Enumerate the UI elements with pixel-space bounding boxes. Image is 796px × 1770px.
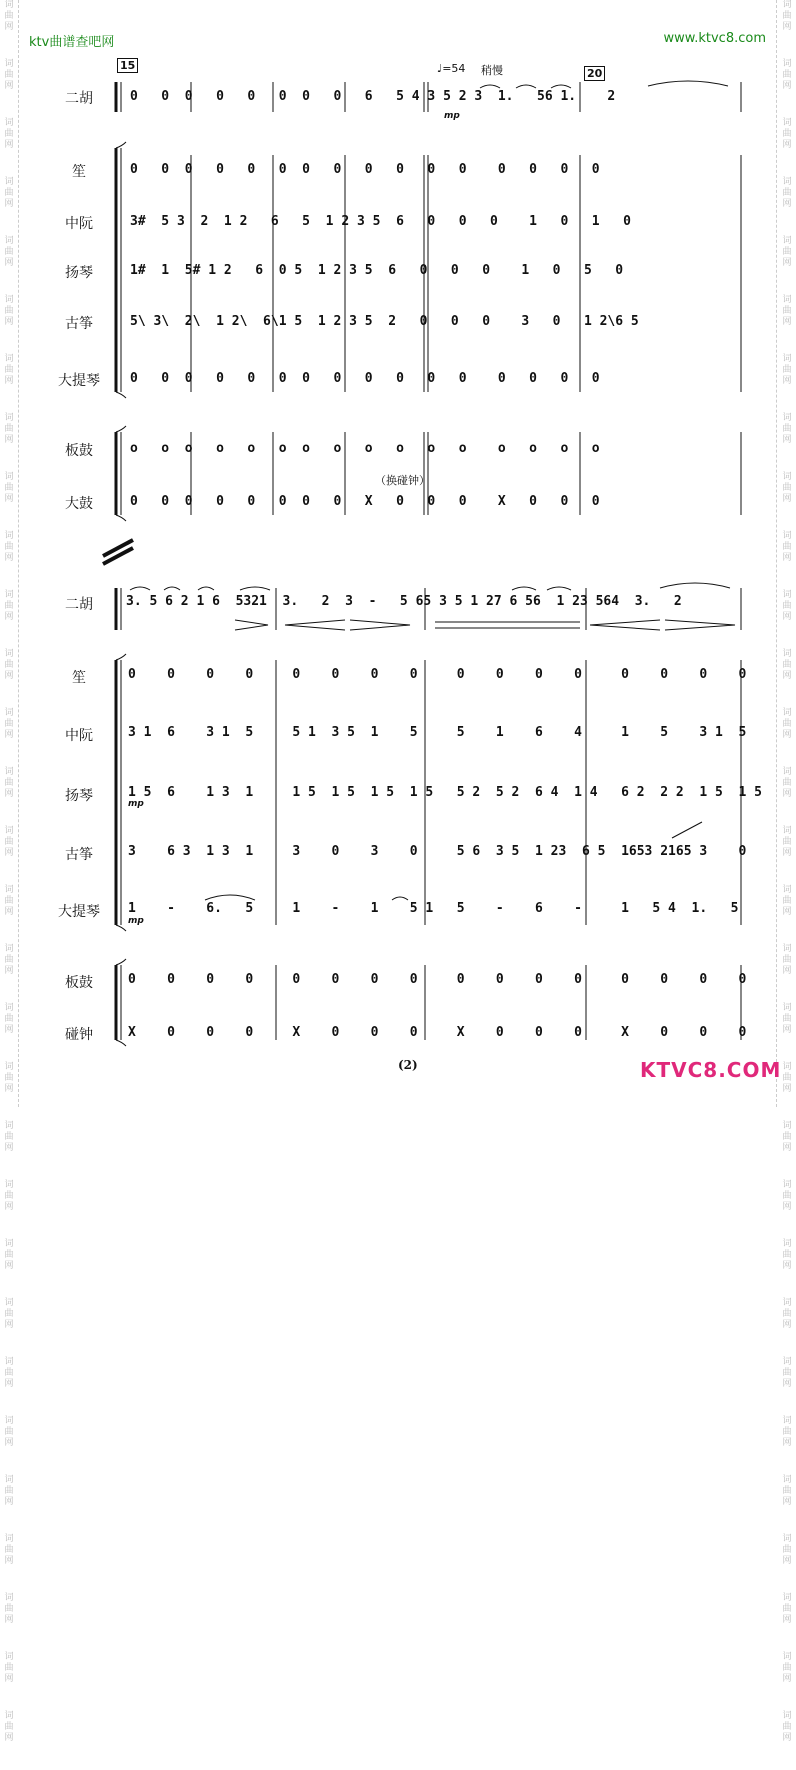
instrument-dagu: 大鼓 bbox=[65, 496, 93, 512]
cello-notes-s2: 1 - 6. 5 1 - 1 5 1 5 - 6 - 1 5 4 1. 5 bbox=[128, 901, 739, 916]
instrument-erhu: 二胡 bbox=[65, 91, 93, 107]
page-number: (2) bbox=[398, 1058, 418, 1072]
instrument-sheng-s2: 笙 bbox=[72, 670, 86, 686]
rehearsal-mark-20: 20 bbox=[584, 66, 605, 81]
zhongruan-notes-s1: 3# 5 3 2 1 2 6 5 1 2 3 5 6 0 0 0 1 0 1 0 bbox=[130, 214, 631, 229]
instrument-erhu-s2: 二胡 bbox=[65, 597, 93, 613]
cue-note: （换碰钟） bbox=[375, 474, 430, 487]
watermark-text-right: 词 曲 网 词 曲 网 词 曲 网 词 曲 网 词 曲 网 词 曲 网 词 曲 网 词 曲 网 词 曲 网 词 曲 网 词 曲 网 词 曲 网 词 曲 网 词 曲 网 词 曲 网 词 曲 网 词 曲 网 词 曲 网 词 曲 网 词 曲 网 词 曲 网 词 曲 网 词 曲 网 词 曲 网 词 曲 网 词 曲 网 词 曲 网 词 曲 网 词 曲 网 词 曲 网 bbox=[782, 0, 792, 1743]
instrument-cello: 大提琴 bbox=[58, 373, 100, 389]
dynamic-mp-yangqin: mp bbox=[128, 799, 144, 809]
sheng-notes-s2: 0 0 0 0 0 0 0 0 0 0 0 0 0 0 0 0 bbox=[128, 667, 747, 682]
instrument-pengzhong-s2: 碰钟 bbox=[65, 1027, 93, 1043]
bangu-notes-s1: o o o o o o o o o o o o o o o o bbox=[130, 441, 600, 456]
zhongruan-notes-s2: 3 1 6 3 1 5 5 1 3 5 1 5 5 1 6 4 1 5 3 1 5 bbox=[128, 725, 747, 740]
instrument-sheng: 笙 bbox=[72, 164, 86, 180]
dynamic-mp-cello: mp bbox=[128, 916, 144, 926]
sheng-notes-s1: 0 0 0 0 0 0 0 0 0 0 0 0 0 0 0 0 bbox=[130, 162, 600, 177]
pengzhong-notes-s2: X 0 0 0 X 0 0 0 X 0 0 0 X 0 0 0 bbox=[128, 1025, 747, 1040]
instrument-zhongruan-s2: 中阮 bbox=[65, 728, 93, 744]
instrument-zhongruan: 中阮 bbox=[65, 216, 93, 232]
instrument-yangqin-s2: 扬琴 bbox=[65, 788, 93, 804]
site-label-left[interactable]: ktv曲谱查吧网 bbox=[29, 35, 115, 50]
erhu-notes-s2: 3. 5 6 2 1 6 5321 3. 2 3 - 5 65 3 5 1 27 6 56 1 23 564 3. 2 bbox=[126, 594, 682, 609]
cello-notes-s1: 0 0 0 0 0 0 0 0 0 0 0 0 0 0 0 0 bbox=[130, 371, 600, 386]
instrument-guzheng: 古筝 bbox=[65, 316, 93, 332]
instrument-cello-s2: 大提琴 bbox=[58, 904, 100, 920]
erhu-notes-s1: 0 0 0 0 0 0 0 0 6 5 4 3 5 2 3 1. 56 1. 2 bbox=[130, 89, 616, 104]
tempo-text: 稍慢 bbox=[481, 64, 503, 77]
dynamic-mp-erhu: mp bbox=[444, 111, 460, 121]
site-logo[interactable]: KTVC8.COM bbox=[640, 1058, 782, 1082]
bangu-notes-s2: 0 0 0 0 0 0 0 0 0 0 0 0 0 0 0 0 bbox=[128, 972, 747, 987]
dagu-notes-s1: 0 0 0 0 0 0 0 0 X 0 0 0 X 0 0 0 bbox=[130, 494, 600, 509]
rehearsal-mark-15: 15 bbox=[117, 58, 138, 73]
site-label-right[interactable]: www.ktvc8.com bbox=[663, 31, 766, 46]
instrument-bangu-s2: 板鼓 bbox=[65, 975, 93, 991]
tempo-marking: ♩=54 bbox=[437, 62, 466, 75]
yangqin-notes-s1: 1# 1 5# 1 2 6 0 5 1 2 3 5 6 0 0 0 1 0 5 0 bbox=[130, 263, 624, 278]
instrument-yangqin: 扬琴 bbox=[65, 265, 93, 281]
instrument-bangu: 板鼓 bbox=[65, 443, 93, 459]
guzheng-notes-s1: 5\ 3\ 2\ 1 2\ 6\1 5 1 2 3 5 2 0 0 0 3 0 1 2\6 5 bbox=[130, 314, 639, 329]
guzheng-notes-s2: 3 6 3 1 3 1 3 0 3 0 5 6 3 5 1 23 6 5 1653 2165 3 0 bbox=[128, 844, 747, 859]
watermark-text-left: 词 曲 网 词 曲 网 词 曲 网 词 曲 网 词 曲 网 词 曲 网 词 曲 网 词 曲 网 词 曲 网 词 曲 网 词 曲 网 词 曲 网 词 曲 网 词 曲 网 词 曲 网 词 曲 网 词 曲 网 词 曲 网 词 曲 网 词 曲 网 词 曲 网 词 曲 网 词 曲 网 词 曲 网 词 曲 网 词 曲 网 词 曲 网 词 曲 网 词 曲 网 词 曲 网 bbox=[4, 0, 14, 1743]
instrument-guzheng-s2: 古筝 bbox=[65, 847, 93, 863]
yangqin-notes-s2: 1 5 6 1 3 1 1 5 1 5 1 5 1 5 5 2 5 2 6 4 1 4 6 2 2 2 1 5 1 5 bbox=[128, 785, 762, 800]
